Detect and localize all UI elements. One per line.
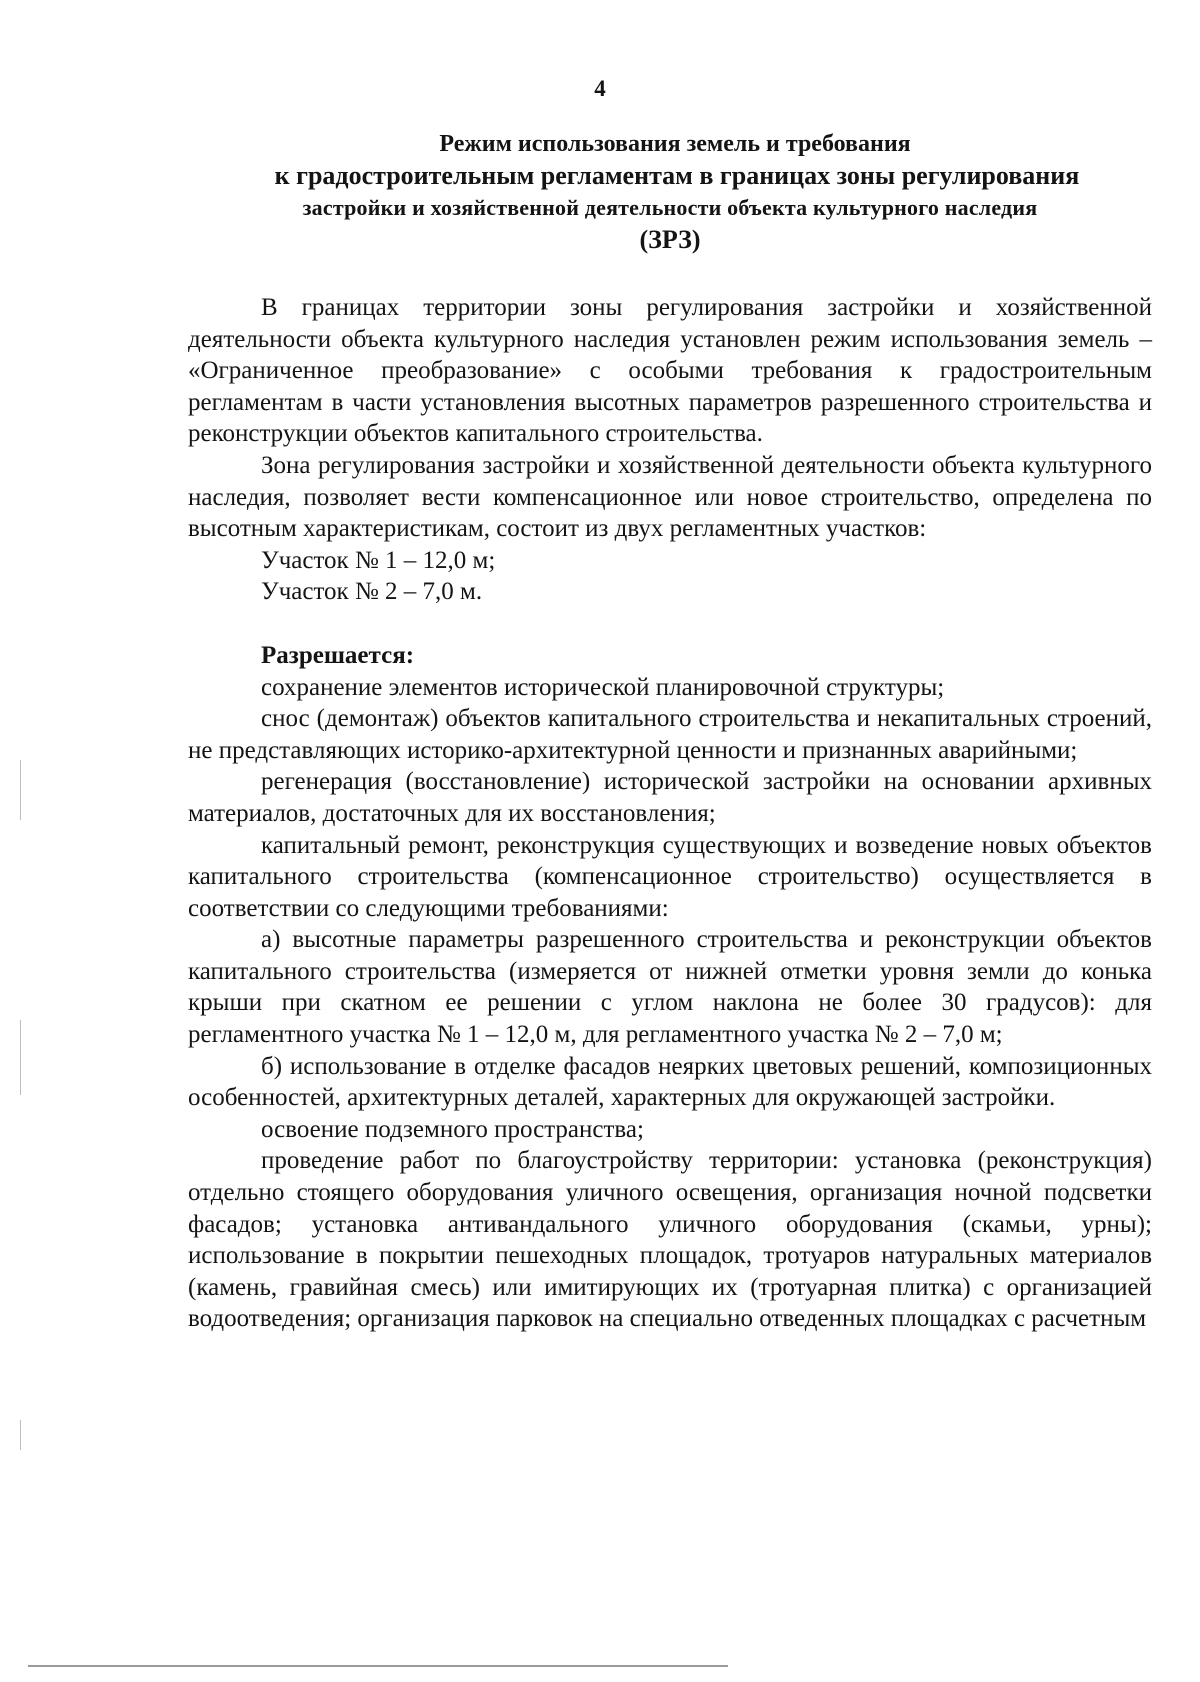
allowed-item-5: освоение подземного пространства; [261,1115,644,1143]
allowed-item-4: капитальный ремонт, реконструкция существующих и возведение новых объектов капитального строительства (компенсационное строительство) осуществляется в соответствии со следующими требованиями: [188,831,1152,922]
paragraph-zone: Зона регулирования застройки и хозяйственной деятельности объекта культурного наследия, позволяет вести компенсационное или новое строительство, определена по высотным характеристикам, состоит из двух регламентных участков: [188,451,1152,543]
scan-margin-mark [20,760,21,820]
paragraph-intro: В границах территории зоны регулирования застройки и хозяйственной деятельности объекта культурного наследия установлен режим использования земель – «Ограниченное преобразование» с особыми требования к градостроительным регламентам в части установления высотных параметров разрешенного строительства и реконструкции объектов капитального строительства. [188,294,1152,448]
document-body [188,292,1152,1335]
heading-line-3: застройки и хозяйственной деятельности объекта культурного наследия [302,195,1038,220]
page-number: 4 [594,76,606,101]
scan-margin-mark [20,1020,21,1095]
allowed-title: Разрешается: [261,641,415,669]
allowed-item-4b: б) использование в отделке фасадов неярких цветовых решений, композиционных особенностей, архитектурных деталей, характерных для окружающей застройки. [188,1052,1152,1112]
allowed-item-1: сохранение элементов исторической планировочной структуры; [261,673,945,701]
plot-1-line: Участок № 1 – 12,0 м; [261,546,496,574]
plot-2-line: Участок № 2 – 7,0 м. [261,578,483,606]
heading-line-1: Режим использования земель и требования [439,131,911,157]
allowed-item-2: снос (демонтаж) объектов капитального строительства и некапитальных строений, не представляющих историко-архитектурной ценности и признанных аварийными; [188,705,1152,764]
spacer [188,608,1152,640]
document-heading [190,128,1150,256]
allowed-item-6: проведение работ по благоустройству территории: установка (реконструкция) отдельно стоящего оборудования уличного освещения, организация ночной подсветки фасадов; установка антивандального уличного оборудования (скамьи, урны); использование в покрытии пешеходных площадок, тротуаров натуральных материалов (камень, гравийная смесь) или имитирующих их (тротуарная плитка) с организацией водоотведения; организация парковок на специально отведенных площадках с расчетным [188,1147,1152,1333]
scan-bottom-rule [28,1665,728,1667]
heading-line-4: (ЗРЗ) [639,225,701,254]
allowed-item-3: регенерация (восстановление) исторической застройки на основании архивных материалов, достаточных для их восстановления; [188,768,1152,827]
allowed-item-4a: а) высотные параметры разрешенного строительства и реконструкции объектов капитального строительства (измеряется от нижней отметки уровня земли до конька крыши при скатном ее решении с углом наклона не более 30 градусов): для регламентного участка № 1 – 12,0 м, для регламентного участка № 2 – 7,0 м; [188,926,1152,1049]
scan-margin-mark [20,1420,21,1450]
heading-line-2: к градостроительным регламентам в границах зоны регулирования [274,161,1080,190]
